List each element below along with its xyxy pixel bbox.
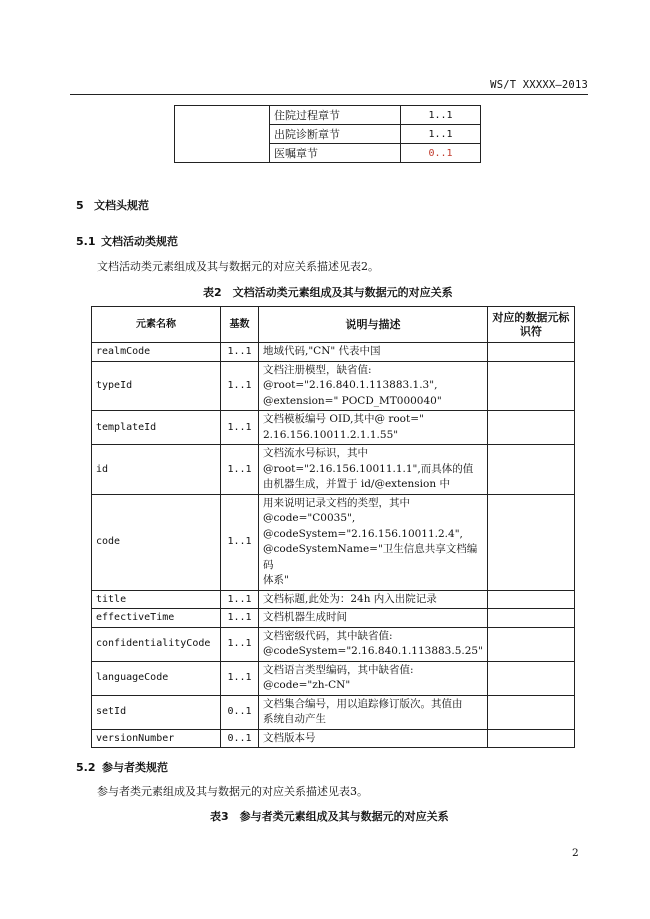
cell-data-element-id — [487, 494, 574, 590]
table-row — [92, 411, 575, 445]
section-5-1-paragraph: 文档活动类元素组成及其与数据元的对应关系描述见表2。 — [97, 260, 379, 273]
cell-description: 文档语言类型编码，其中缺省值: @code="zh-CN" — [259, 661, 488, 695]
cell-description: 文档流水号标识，其中 @root="2.16.156.10011.1.1",而具体的值 由机器生成，并置于 id/@extension 中 — [259, 445, 488, 495]
section-number: 5.2 — [76, 761, 96, 774]
cell-card: 1..1 — [401, 125, 481, 144]
page-number: 2 — [572, 847, 579, 859]
cell-element-name: typeId — [92, 361, 221, 411]
cell-data-element-id — [487, 445, 574, 495]
cell-element-name: effectiveTime — [92, 609, 221, 628]
cell-name: 住院过程章节 — [270, 106, 401, 125]
cell-cardinality: 1..1 — [221, 627, 259, 661]
section-5-1-heading — [76, 233, 178, 249]
document-id: WS/T XXXXX—2013 — [490, 79, 588, 91]
cell-cardinality: 1..1 — [221, 609, 259, 628]
cell-data-element-id — [487, 411, 574, 445]
cell-name: 医嘱章节 — [270, 144, 401, 163]
table-row — [92, 590, 575, 609]
cell-description: 文档集合编号，用以追踪修订版次。其值由 系统自动产生 — [259, 695, 488, 729]
cell-element-name: realmCode — [92, 343, 221, 362]
cell-description: 文档密级代码，其中缺省值: @codeSystem="2.16.840.1.113883.5.25" — [259, 627, 488, 661]
cell-data-element-id — [487, 361, 574, 411]
table-row — [92, 695, 575, 729]
merged-cell — [175, 106, 270, 163]
table-row — [92, 729, 575, 748]
cell-cardinality: 1..1 — [221, 343, 259, 362]
section-title: 文档头规范 — [94, 199, 149, 212]
header-data-element-id: 对应的数据元标识符 — [487, 307, 574, 343]
section-5-2-paragraph: 参与者类元素组成及其与数据元的对应关系描述见表3。 — [97, 785, 368, 798]
cell-name: 出院诊断章节 — [270, 125, 401, 144]
section-5-heading — [76, 197, 149, 213]
table-row — [92, 343, 575, 362]
cell-cardinality: 1..1 — [221, 590, 259, 609]
section-title: 文档活动类规范 — [101, 235, 178, 248]
section-number: 5 — [76, 199, 84, 212]
cell-data-element-id — [487, 729, 574, 748]
cell-element-name: versionNumber — [92, 729, 221, 748]
cell-card: 1..1 — [401, 106, 481, 125]
cell-cardinality: 0..1 — [221, 729, 259, 748]
cell-element-name: code — [92, 494, 221, 590]
table-row — [92, 494, 575, 590]
table-row — [175, 106, 481, 125]
cell-data-element-id — [487, 661, 574, 695]
cell-data-element-id — [487, 627, 574, 661]
cell-description: 文档标题,此处为：24h 内入出院记录 — [259, 590, 488, 609]
cell-element-name: confidentialityCode — [92, 627, 221, 661]
cell-element-name: id — [92, 445, 221, 495]
table-row — [92, 361, 575, 411]
cell-cardinality: 1..1 — [221, 445, 259, 495]
table-2-caption: 表2 文档活动类元素组成及其与数据元的对应关系 — [203, 286, 453, 299]
cell-data-element-id — [487, 695, 574, 729]
cell-description: 文档版本号 — [259, 729, 488, 748]
cell-cardinality: 0..1 — [221, 695, 259, 729]
header-element-name: 元素名称 — [92, 307, 221, 343]
cell-cardinality: 1..1 — [221, 661, 259, 695]
cell-data-element-id — [487, 590, 574, 609]
cell-description: 文档机器生成时间 — [259, 609, 488, 628]
table-header-row — [92, 307, 575, 343]
cell-description: 用来说明记录文档的类型，其中 @code="C0035", @codeSystem="2.16.156.10011.2.4", @codeSystemName="卫生信息共享文档编码 体系" — [259, 494, 488, 590]
section-title: 参与者类规范 — [102, 761, 168, 774]
cell-cardinality: 1..1 — [221, 494, 259, 590]
cell-cardinality: 1..1 — [221, 411, 259, 445]
cell-card: 0..1 — [401, 144, 481, 163]
cell-description: 地域代码,"CN" 代表中国 — [259, 343, 488, 362]
section-number: 5.1 — [76, 235, 96, 248]
table-row — [92, 627, 575, 661]
table-row — [92, 445, 575, 495]
cell-element-name: languageCode — [92, 661, 221, 695]
header-description: 说明与描述 — [259, 307, 488, 343]
continued-table — [174, 105, 481, 163]
header-cardinality: 基数 — [221, 307, 259, 343]
cell-element-name: templateId — [92, 411, 221, 445]
table-row — [92, 661, 575, 695]
cell-description: 文档注册模型，缺省值: @root="2.16.840.1.113883.1.3", @extension=" POCD_MT000040" — [259, 361, 488, 411]
cell-cardinality: 1..1 — [221, 361, 259, 411]
cell-element-name: title — [92, 590, 221, 609]
section-5-2-heading — [76, 759, 168, 775]
table-3-caption: 表3 参与者类元素组成及其与数据元的对应关系 — [210, 810, 449, 823]
cell-data-element-id — [487, 343, 574, 362]
table-row — [92, 609, 575, 628]
header-rule — [70, 94, 588, 95]
cell-element-name: setId — [92, 695, 221, 729]
cell-description: 文档模板编号 OID,其中@ root=" 2.16.156.10011.2.1.1.55" — [259, 411, 488, 445]
table-2 — [91, 306, 575, 748]
cell-data-element-id — [487, 609, 574, 628]
